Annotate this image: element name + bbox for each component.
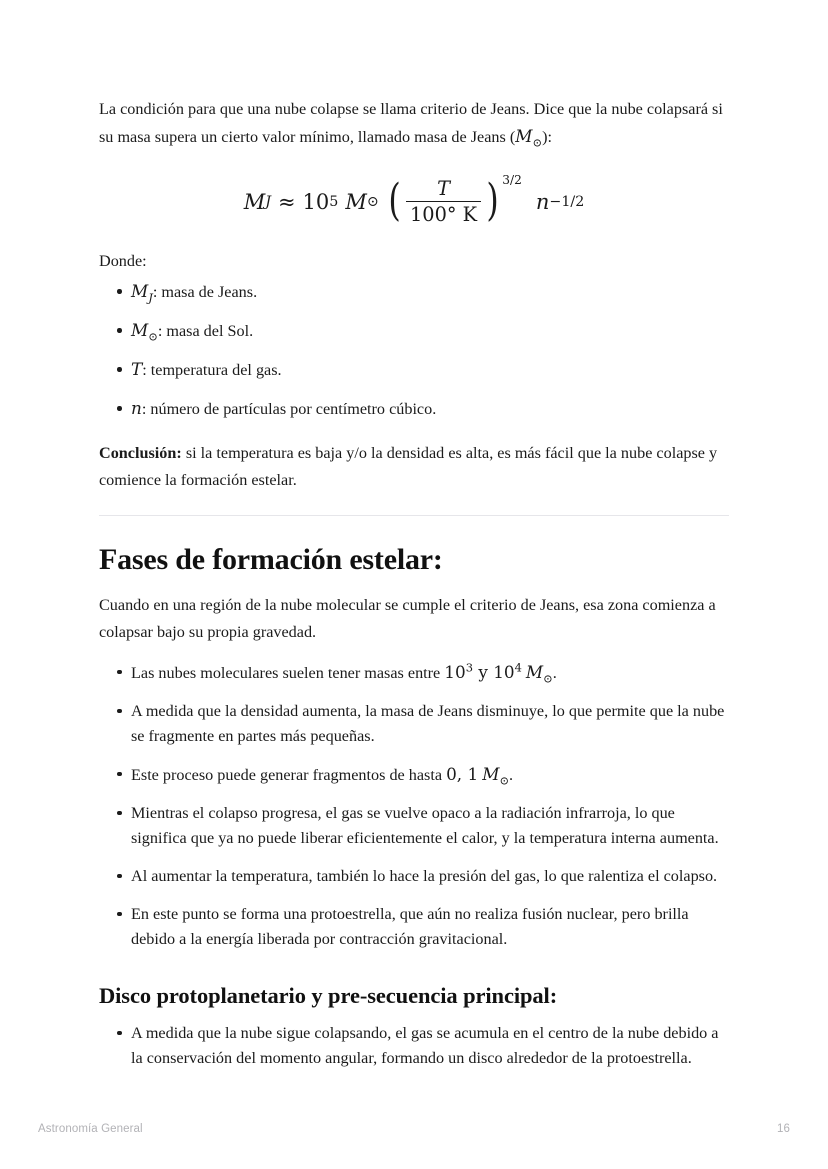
list-item — [99, 318, 729, 344]
definition-symbol — [131, 281, 153, 305]
bullet-text-pre: Este proceso puede generar fragmentos de hasta — [131, 765, 447, 784]
list-item — [99, 660, 729, 686]
list-item — [99, 279, 729, 305]
intro-paragraph-block — [99, 96, 729, 151]
definition-symbol-base: M — [131, 320, 149, 340]
list-item — [99, 396, 729, 422]
section-divider — [99, 515, 729, 516]
fragment-mass-unit-sub: ⊙ — [499, 772, 510, 787]
page-title: Fases de formación estelar: — [99, 543, 443, 576]
formula-fraction-denominator: 100° K — [406, 201, 481, 226]
definition-text: : masa del Sol. — [157, 322, 254, 340]
list-item — [99, 902, 729, 952]
mass-range-exp-1: 3 — [465, 659, 473, 674]
list-item — [99, 699, 729, 749]
page-footer — [38, 1123, 790, 1135]
intro-paragraph-text: La condición para que una nube colapse se llama criterio de Jeans. Dice que la nube colapsará si su masa supera un cierto valor mínimo, llamado masa de Jeans ( — [99, 100, 723, 146]
mass-range-unit-sub: ⊙ — [543, 670, 553, 685]
formula-coefficient-base: 10 — [302, 189, 330, 214]
inline-math-mass-range — [444, 659, 553, 685]
disco-bullet-list — [99, 1021, 729, 1071]
subsection-title: Disco protoplanetario y pre-secuencia principal: — [99, 982, 558, 1008]
fases-intro-paragraph: Cuando en una región de la nube molecular se cumple el criterio de Jeans, esa zona comienza a colapsar bajo su propia gravedad. — [99, 595, 716, 641]
list-item — [99, 357, 729, 383]
definition-symbol-subscript: ⊙ — [148, 329, 158, 344]
definition-text: : temperatura del gas. — [142, 361, 282, 379]
definition-text: : número de partículas por centímetro cúbico. — [141, 400, 437, 418]
definition-symbol — [131, 398, 142, 418]
formula-solar-mass: M — [345, 189, 367, 214]
fragment-mass-unit: M — [482, 763, 500, 784]
mass-range-base-2: 10 — [493, 661, 515, 682]
definition-symbol-base: M — [131, 281, 149, 301]
bullet-text-pre: A medida que la nube sigue colapsando, el gas se acumula en el centro de la nube debido a la conservación del momento angular, formando un disco alrededor de la protoestrella. — [131, 1023, 719, 1067]
inline-math-fragment-mass — [446, 763, 510, 787]
definition-symbol-base: T — [131, 359, 143, 379]
conclusion-paragraph — [99, 440, 729, 494]
footer-page-number: 16 — [777, 1123, 790, 1135]
formula-fraction — [403, 177, 484, 226]
bullet-text-post: . — [509, 765, 514, 784]
bullet-text-pre: Las nubes moleculares suelen tener masas entre — [131, 663, 445, 682]
jeans-mass-formula — [99, 173, 729, 227]
definition-symbol-subscript: J — [148, 290, 153, 305]
formula-relation: ≈ — [277, 189, 296, 214]
definition-symbol — [131, 359, 142, 379]
list-item — [99, 1021, 729, 1071]
formula-density-symbol: n — [535, 189, 550, 214]
intro-paragraph-tail: ): — [542, 128, 552, 146]
conclusion-label: Conclusión: — [99, 444, 182, 462]
bullet-text-pre: Al aumentar la temperatura, también lo hace la presión del gas, lo que ralentiza el colapso. — [131, 866, 718, 885]
formula-right-paren: ) — [486, 175, 499, 227]
footer-document-title: Astronomía General — [38, 1123, 143, 1135]
mass-range-conjunction: y — [473, 661, 494, 682]
inline-math-solar-mass: $M_⊙$ — [515, 126, 543, 150]
bullet-text-post: . — [552, 663, 557, 682]
list-item — [99, 762, 729, 788]
fases-bullet-list — [99, 660, 729, 952]
intro-paragraph — [99, 96, 729, 151]
fragment-mass-value: 0, 1 — [446, 763, 479, 784]
bullet-text-pre: A medida que la densidad aumenta, la masa de Jeans disminuye, lo que permite que la nube se fragmente en partes más pequeñas. — [131, 701, 725, 745]
conclusion-text: si la temperatura es baja y/o la densidad es alta, es más fácil que la nube colapse y comience la formación estelar. — [99, 444, 718, 489]
mass-range-exp-2: 4 — [514, 659, 522, 674]
mass-range-base-1: 10 — [444, 661, 466, 682]
definitions-list — [99, 279, 729, 422]
definition-text: : masa de Jeans. — [152, 283, 258, 301]
definition-symbol — [131, 320, 158, 344]
definitions-label: Donde: — [99, 252, 147, 270]
list-item — [99, 801, 729, 851]
formula-group-exponent: 3/2 — [502, 173, 522, 187]
formula-fraction-numerator: T — [437, 177, 450, 200]
list-item — [99, 864, 729, 889]
bullet-text-pre: En este punto se forma una protoestrella, que aún no realiza fusión nuclear, pero brilla debido a la energía liberada por contracción gravitacional. — [131, 904, 689, 948]
bullet-text-pre: Mientras el colapso progresa, el gas se vuelve opaco a la radiación infrarroja, lo que significa que ya no puede liberar eficientemente el calor, y la temperatura interna aumenta. — [131, 803, 719, 847]
formula-expression: M J ≈ 10 5 M ⊙ ( $\frac{T}{100^\circ K}$ ) 3/2 n −1/2 — [243, 173, 585, 227]
mass-range-unit: M — [525, 661, 544, 682]
formula-lhs-symbol: M — [243, 189, 266, 214]
definition-symbol-base: n — [131, 398, 142, 418]
formula-left-paren: ( — [388, 175, 401, 227]
page-content — [99, 96, 729, 1084]
